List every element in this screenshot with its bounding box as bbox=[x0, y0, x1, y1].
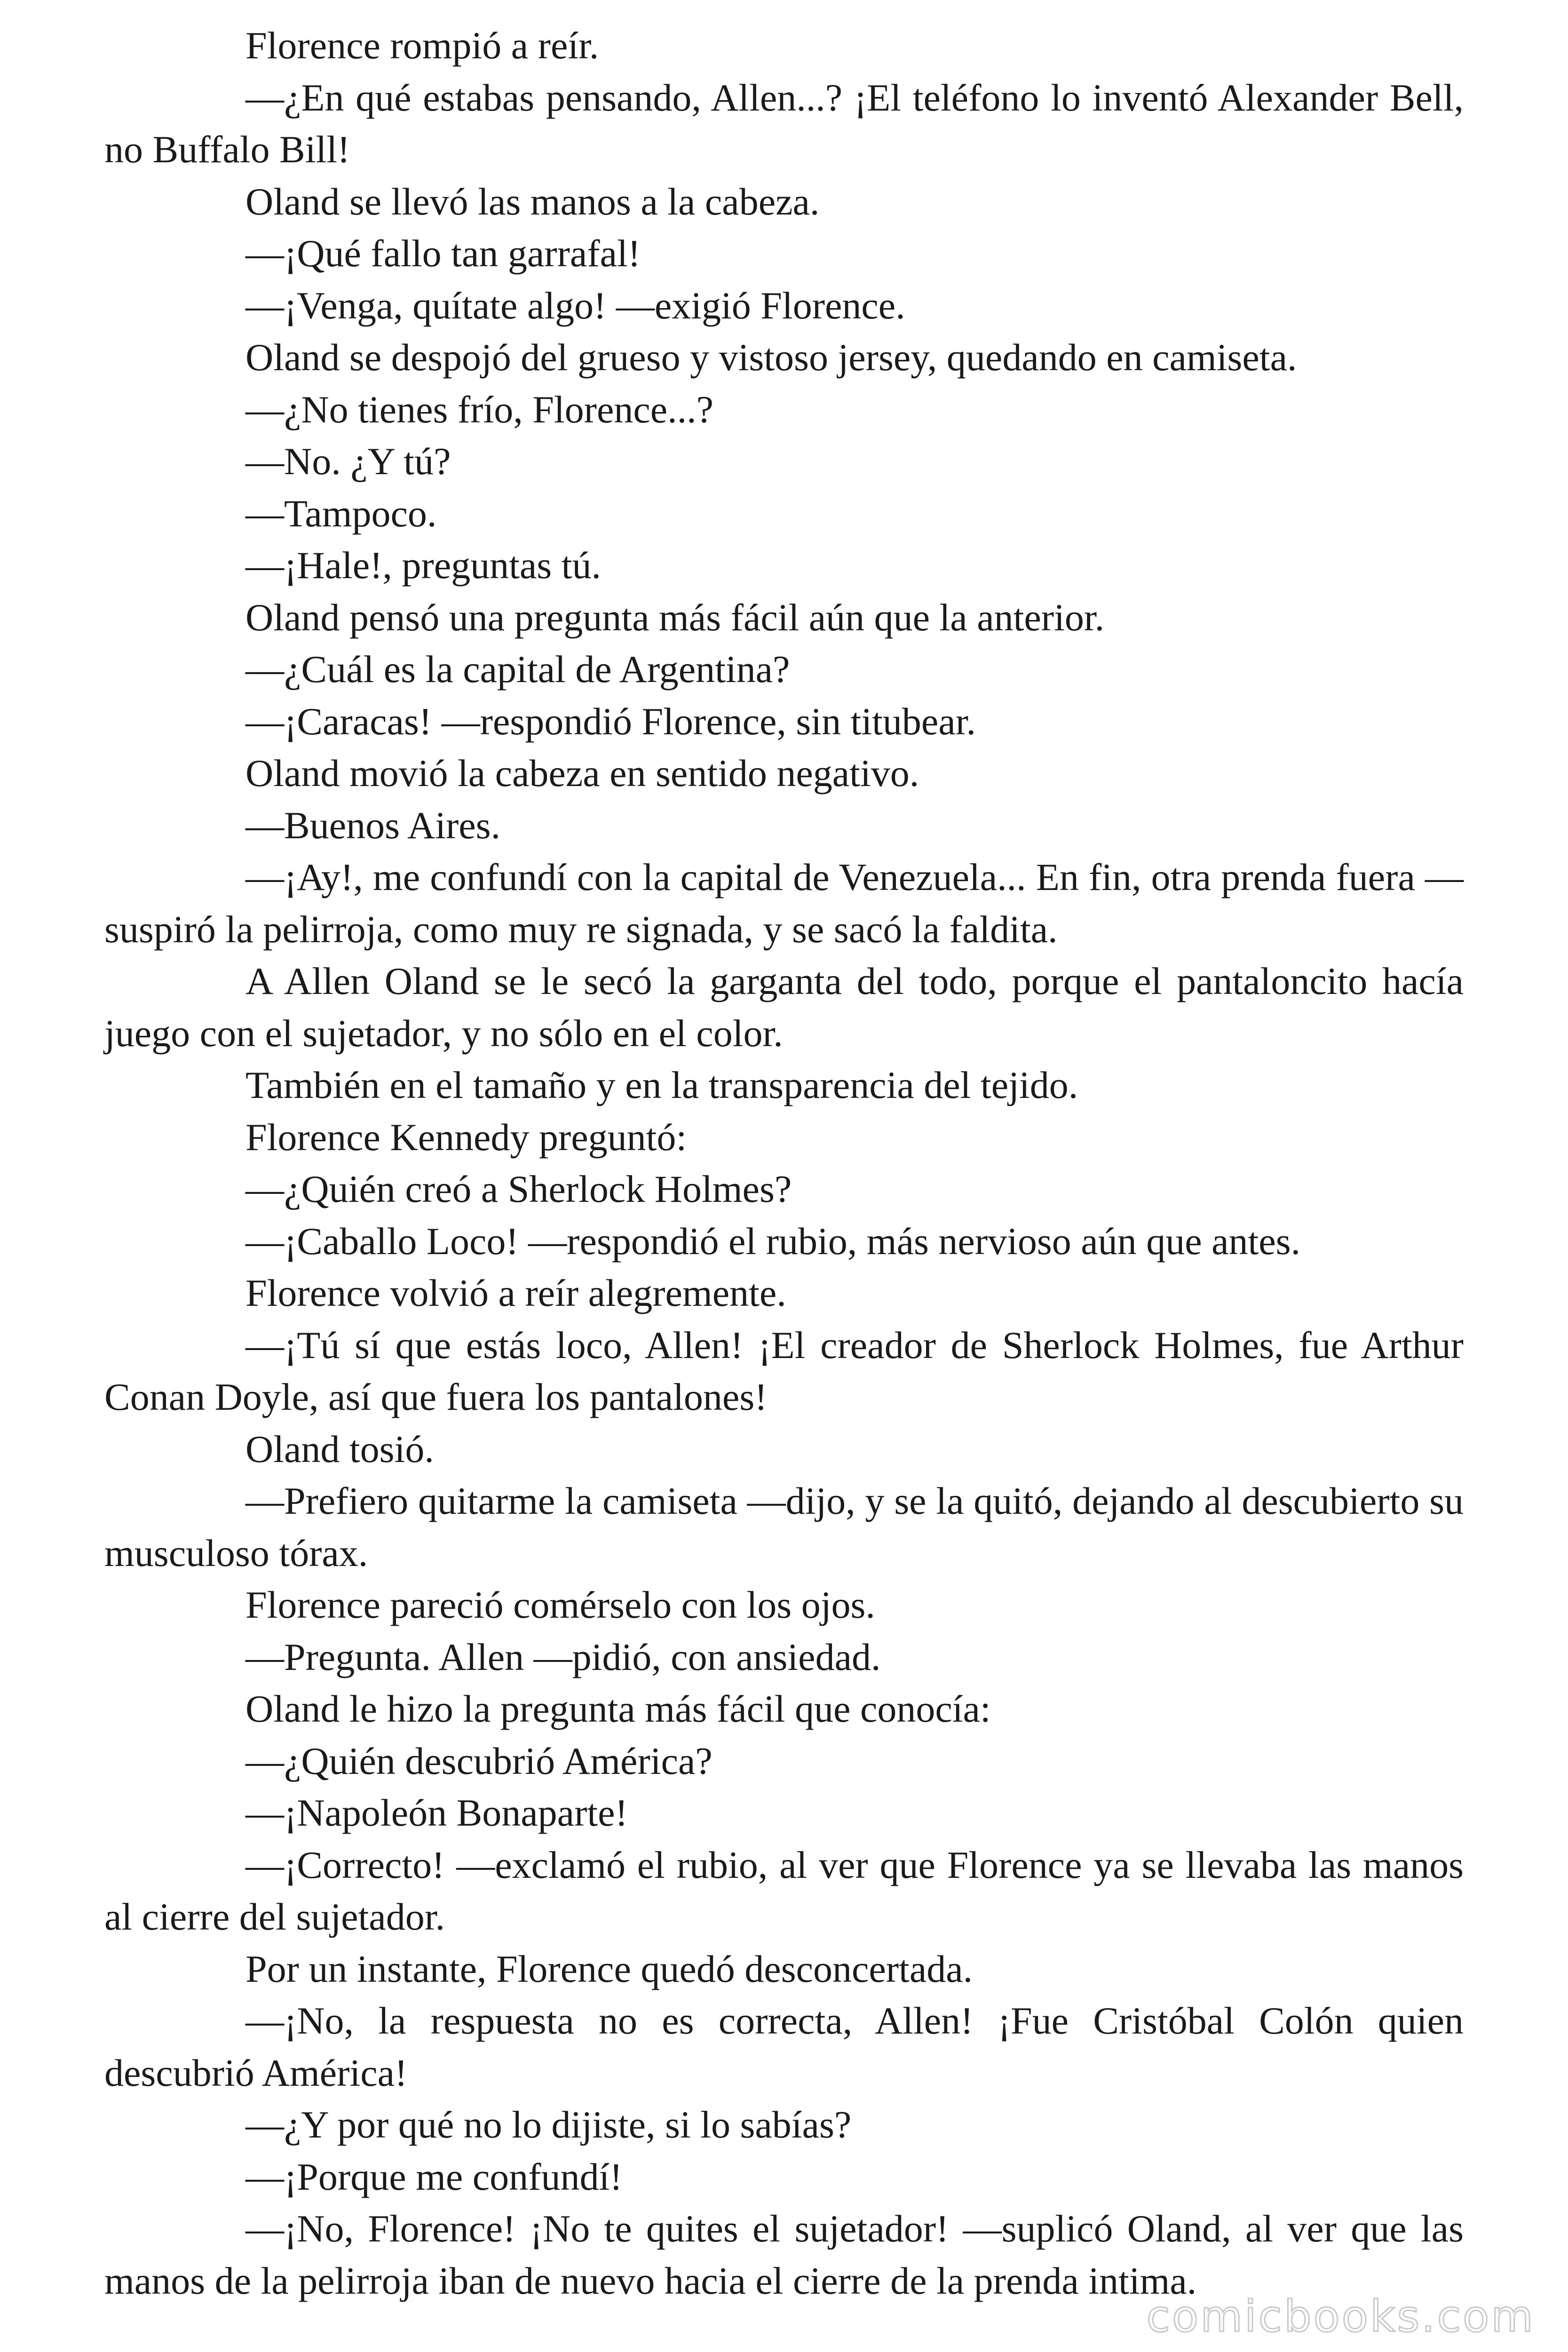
paragraph: Oland le hizo la pregunta más fácil que conocía: bbox=[245, 1687, 991, 1730]
paragraph: —¿Y por qué no lo dijiste, si lo sabías? bbox=[245, 2103, 852, 2146]
paragraph: Oland pensó una pregunta más fácil aún que la anterior. bbox=[245, 596, 1105, 639]
paragraph: —¡Correcto! —exclamó el rubio, al ver que Florence ya se llevaba las manos al cierre del sujetador. bbox=[104, 1843, 1464, 1938]
paragraph: A Allen Oland se le secó la garganta del todo, porque el pantaloncito hacía juego con el sujetador, y no sólo en el color. bbox=[104, 960, 1464, 1055]
paragraph: —¡No, Florence! ¡No te quites el sujetador! —suplicó Oland, al ver que las manos de la pelirroja iban de nuevo hacia el cierre de la prenda intima. bbox=[104, 2207, 1464, 2302]
document-body bbox=[104, 20, 1464, 2307]
paragraph: Oland se llevó las manos a la cabeza. bbox=[245, 180, 820, 223]
paragraph: —Tampoco. bbox=[245, 492, 437, 535]
paragraph: —¿Quién descubrió América? bbox=[245, 1739, 713, 1782]
paragraph: Por un instante, Florence quedó desconcertada. bbox=[245, 1947, 973, 1990]
paragraph: —¿En qué estabas pensando, Allen...? ¡El teléfono lo inventó Alexander Bell, no Buffalo Bill! bbox=[104, 76, 1464, 171]
paragraph: —Pregunta. Allen —pidió, con ansiedad. bbox=[245, 1635, 881, 1678]
paragraph: Oland tosió. bbox=[245, 1427, 434, 1470]
paragraph: —¿Quién creó a Sherlock Holmes? bbox=[245, 1168, 792, 1210]
paragraph: —No. ¿Y tú? bbox=[245, 440, 451, 483]
paragraph: —¡Porque me confundí! bbox=[245, 2155, 623, 2198]
paragraph: —¡Caracas! —respondió Florence, sin titubear. bbox=[245, 699, 976, 743]
paragraph: Oland se despojó del grueso y vistoso jersey, quedando en camiseta. bbox=[245, 336, 1297, 379]
paragraph: Florence volvió a reír alegremente. bbox=[245, 1271, 786, 1314]
paragraph: Florence pareció comérselo con los ojos. bbox=[245, 1583, 875, 1626]
paragraph: —Prefiero quitarme la camiseta —dijo, y se la quitó, dejando al descubierto su musculoso tórax. bbox=[104, 1479, 1464, 1574]
paragraph: Oland movió la cabeza en sentido negativo. bbox=[245, 752, 919, 795]
paragraph: También en el tamaño y en la transparencia del tejido. bbox=[245, 1064, 1078, 1106]
paragraph: —¡Tú sí que estás loco, Allen! ¡El creador de Sherlock Holmes, fue Arthur Conan Doyle, así que fuera los pantalones! bbox=[104, 1323, 1464, 1418]
paragraph: —¿Cuál es la capital de Argentina? bbox=[245, 648, 790, 691]
paragraph: —¡Caballo Loco! —respondió el rubio, más nervioso aún que antes. bbox=[245, 1219, 1301, 1263]
paragraph: —¡Napoleón Bonaparte! bbox=[245, 1791, 628, 1834]
paragraph: —¿No tienes frío, Florence...? bbox=[245, 388, 714, 431]
paragraph: —¡Venga, quítate algo! —exigió Florence. bbox=[245, 284, 905, 327]
paragraph: Florence rompió a reír. bbox=[245, 24, 599, 67]
paragraph: Florence Kennedy preguntó: bbox=[245, 1115, 687, 1159]
paragraph: —¡Qué fallo tan garrafal! bbox=[245, 232, 641, 275]
paragraph: —Buenos Aires. bbox=[245, 803, 501, 847]
paragraph: —¡No, la respuesta no es correcta, Allen! ¡Fue Cristóbal Colón quien descubrió América! bbox=[104, 1999, 1464, 2094]
paragraph: —¡Ay!, me confundí con la capital de Venezuela... En fin, otra prenda fuera —suspiró la pelirroja, como muy re signada, y se sacó la faldita. bbox=[104, 856, 1464, 951]
watermark: comicbooks.com bbox=[1146, 2291, 1535, 2342]
paragraph: —¡Hale!, preguntas tú. bbox=[245, 544, 601, 587]
